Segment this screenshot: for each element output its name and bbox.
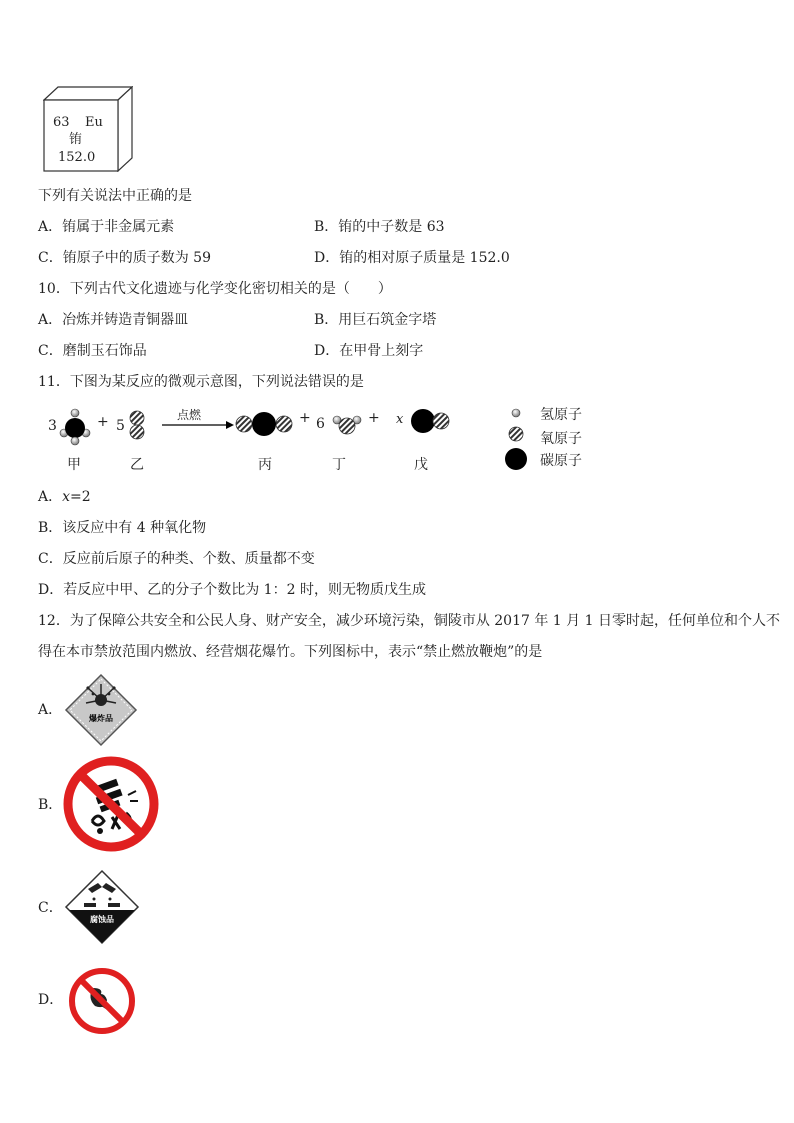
q11-option-a[interactable]: [38, 487, 91, 507]
q12-stem-line1: 12．为了保障公共安全和公民人身、财产安全，减少环境污染，铜陵市从 2017 年 1 月 1 日零时起，任何单位和个人不: [38, 613, 780, 629]
coefficient-water: 6: [316, 416, 325, 432]
atomic-mass: 152.0: [58, 150, 96, 165]
plus-sign-3: +: [368, 410, 380, 426]
corrosive-sign-text: 腐蚀品: [90, 915, 114, 924]
plus-sign-1: +: [97, 414, 109, 430]
q11-option-a-prefix: A．: [38, 489, 63, 505]
q10-option-a[interactable]: A．冶炼并铸造青铜器皿: [38, 312, 189, 328]
carbon-dioxide-molecule: [236, 412, 292, 436]
q11-option-a-rest: =2: [70, 489, 91, 505]
legend-oxygen: 氧原子: [540, 431, 582, 447]
q12-option-c-label[interactable]: C．: [38, 900, 63, 916]
q10-option-d[interactable]: D．在甲骨上刻字: [314, 343, 424, 359]
element-card: [43, 86, 133, 172]
q12-option-d-label[interactable]: D．: [38, 992, 64, 1008]
coefficient-x: x: [396, 412, 404, 427]
q12-option-b-label[interactable]: B．: [38, 797, 63, 813]
q9-option-c[interactable]: C．铕原子中的质子数为 59: [38, 250, 211, 266]
label-wu: 戊: [414, 457, 428, 473]
label-yi: 乙: [130, 457, 144, 473]
plus-sign-2: +: [299, 410, 311, 426]
reaction-condition: 点燃: [177, 408, 202, 422]
legend-carbon: 碳原子: [540, 453, 582, 469]
element-symbol: Eu: [85, 115, 103, 130]
corrosive-hazard-sign[interactable]: [64, 869, 140, 945]
methane-molecule: [60, 409, 90, 445]
no-firecrackers-sign[interactable]: [62, 755, 160, 853]
label-jia: 甲: [67, 457, 81, 473]
q9-option-b[interactable]: B．铕的中子数是 63: [314, 219, 445, 235]
coefficient-oxygen: 5: [116, 418, 125, 434]
reaction-graphics: [40, 404, 600, 476]
q11-option-a-variable: x: [62, 489, 71, 505]
label-bing: 丙: [258, 457, 272, 473]
water-molecule: [333, 416, 361, 434]
q11-option-d[interactable]: D．若反应中甲、乙的分子个数比为 1：2 时，则无物质戊生成: [38, 582, 426, 598]
q12-option-a-label[interactable]: A．: [38, 702, 63, 718]
q11-option-b[interactable]: B．该反应中有 4 种氧化物: [38, 520, 207, 536]
reaction-diagram: [40, 404, 600, 476]
atomic-number: 63: [53, 115, 70, 130]
q9-stem: 下列有关说法中正确的是: [38, 188, 192, 204]
oxygen-molecule: [130, 411, 144, 439]
explosive-hazard-sign[interactable]: [64, 673, 138, 747]
coefficient-methane: 3: [48, 418, 57, 434]
q10-option-b[interactable]: B．用巨石筑金字塔: [314, 312, 437, 328]
carbon-monoxide-molecule: [411, 409, 449, 433]
legend-symbols: [505, 409, 527, 470]
q9-option-d[interactable]: D．铕的相对原子质量是 152.0: [314, 250, 510, 266]
q11-stem: 11．下图为某反应的微观示意图，下列说法错误的是: [38, 374, 364, 390]
explosive-sign-text: 爆炸品: [89, 714, 113, 723]
q12-stem-line2: 得在本市禁放范围内燃放、经营烟花爆竹。下列图标中，表示“禁止燃放鞭炮”的是: [38, 644, 543, 660]
label-ding: 丁: [332, 457, 346, 473]
legend-hydrogen: 氢原子: [540, 407, 582, 423]
element-name: 铕: [69, 132, 83, 147]
no-open-flame-sign[interactable]: [67, 966, 137, 1036]
q9-option-a[interactable]: A．铕属于非金属元素: [38, 219, 175, 235]
q10-option-c[interactable]: C．磨制玉石饰品: [38, 343, 147, 359]
q11-option-c[interactable]: C．反应前后原子的种类、个数、质量都不变: [38, 551, 315, 567]
q10-stem: 10．下列古代文化遗迹与化学变化密切相关的是（ ）: [38, 281, 392, 297]
